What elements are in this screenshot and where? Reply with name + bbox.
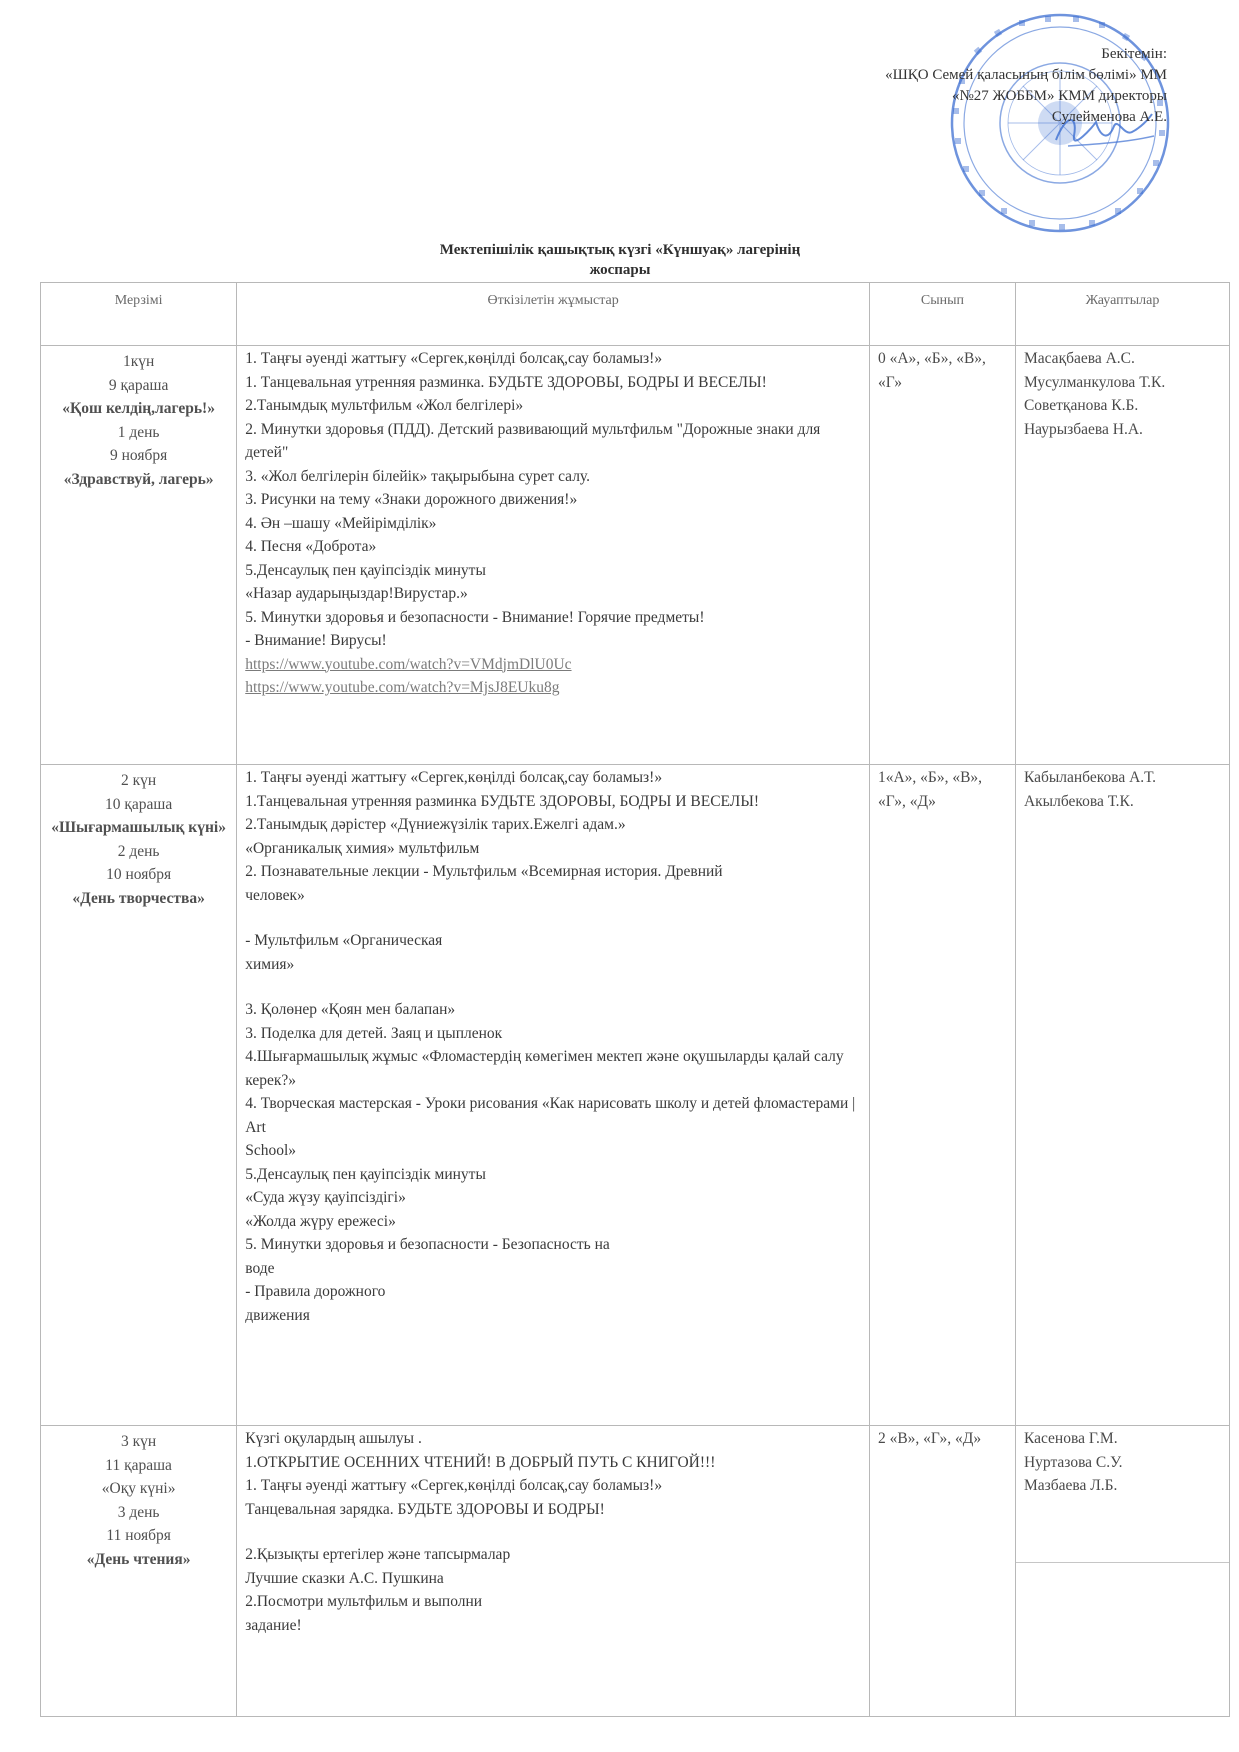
activity-line: 2.Посмотри мультфильм и выполни	[245, 1593, 483, 1610]
activity-line: 3. Қолөнер «Қоян мен балапан»	[245, 1001, 456, 1018]
activity-line: Танцевальная зарядка. БУДЬТЕ ЗДОРОВЫ И БОДРЫ!	[245, 1500, 605, 1518]
activity-line: 2. Минутки здоровья (ПДД). Детский развивающий мультфильм "Дорожные знаки для детей"	[245, 420, 821, 461]
activity-line: Лучшие сказки А.С. Пушкина	[245, 1569, 444, 1587]
activity-line: - Внимание! Вирусы!	[245, 632, 387, 649]
day-kz: 2 күн	[121, 772, 157, 789]
table-row	[41, 765, 1230, 1426]
activity-line: 1. Таңғы әуенді жаттығу «Сергек,көңілді болсақ,сау боламыз!»	[245, 350, 663, 367]
activity-line: 3. Рисунки на тему «Знаки дорожного движения!»	[245, 491, 578, 508]
activity-line: 5. Минутки здоровья и безопасности - Внимание! Горячие предметы!	[245, 608, 705, 626]
activity-line: «Назар аударыңыздар!Вирустар.»	[245, 585, 468, 602]
plan-table	[40, 282, 1230, 1717]
date-kz: 11 қараша	[105, 1456, 172, 1474]
day-ru: 3 день	[117, 1503, 160, 1521]
activity-line: School»	[245, 1142, 297, 1159]
date-ru: 11 ноября	[106, 1527, 171, 1544]
header-responsible: Жауаптылар	[1015, 283, 1229, 346]
title-line-1: Мектепішілік қашықтық күзгі «Күншуақ» лагерінің	[439, 242, 801, 258]
activity-line: 4. Творческая мастерская - Уроки рисования «Как нарисовать школу и детей фломастерами | Art	[245, 1095, 856, 1136]
activities-cell	[237, 346, 870, 765]
activity-line: - Мультфильм «Органическая	[245, 932, 443, 949]
date-cell	[41, 1426, 237, 1717]
table-row	[41, 1426, 1230, 1717]
day-name-ru: «День творчества»	[72, 889, 205, 907]
responsible-person: Мазбаева Л.Б.	[1023, 1477, 1118, 1494]
date-cell	[41, 346, 237, 765]
approval-heading: Бекітемін:	[1101, 46, 1167, 62]
activity-line: 3. «Жол белгілерін білейік» тақырыбына сурет салу.	[245, 467, 591, 485]
activity-line: «Жолда жүру ережесі»	[245, 1212, 396, 1230]
responsible-person: Наурызбаева Н.А.	[1023, 420, 1143, 438]
activity-line: - Правила дорожного	[245, 1283, 386, 1300]
activities-cell	[237, 1426, 870, 1717]
class-cell: 1«А», «Б», «В», «Г», «Д»	[869, 765, 1015, 1426]
responsible-person: Мусулманкулова Т.К.	[1023, 373, 1166, 391]
activity-line: 3. Поделка для детей. Заяц и цыпленок	[245, 1024, 503, 1042]
day-ru: 1 день	[117, 423, 160, 441]
responsible-person: Касенова Г.М.	[1023, 1430, 1118, 1447]
activity-line: «Суда жүзу қауіпсіздігі»	[245, 1189, 406, 1206]
activity-line: воде	[245, 1259, 275, 1277]
activity-line: 1.ОТКРЫТИЕ ОСЕННИХ ЧТЕНИЙ! В ДОБРЫЙ ПУТЬ С КНИГОЙ!!!	[245, 1453, 716, 1471]
activity-line: задание!	[245, 1616, 302, 1634]
date-kz: 10 қараша	[105, 795, 173, 813]
responsible-cell	[1015, 1426, 1229, 1717]
activity-line: 4. Песня «Доброта»	[245, 538, 377, 555]
spacer	[245, 907, 861, 929]
activity-line: 5.Денсаулық пен қауіпсіздік минуты	[245, 1165, 486, 1183]
date-ru: 9 ноября	[109, 447, 168, 464]
activity-line: 4.Шығармашылық жұмыс «Фломастердің көмегімен мектеп және оқушыларды қалай салу керек?»	[245, 1048, 844, 1089]
activity-line: 4. Ән –шашу «Мейірімділік»	[245, 514, 437, 532]
day-name-kz: «Оқу күні»	[101, 1480, 176, 1497]
activity-line: 1. Танцевальная утренняя разминка. БУДЬТЕ ЗДОРОВЫ, БОДРЫ И ВЕСЕЛЫ!	[245, 373, 767, 391]
day-name-ru: «Здравствуй, лагерь»	[63, 470, 214, 488]
activity-line: движения	[245, 1306, 310, 1324]
activity-line: 2.Танымдық мультфильм «Жол белгілері»	[245, 397, 524, 414]
day-name-kz: «Қош келдің,лагерь!»	[62, 400, 215, 417]
activity-line: «Органикалық химия» мультфильм	[245, 839, 480, 857]
activity-line: 2.Танымдық дәрістер «Дүниежүзілік тарих.Ежелгі адам.»	[245, 816, 626, 833]
activity-line: 2. Познавательные лекции - Мультфильм «Всемирная история. Древний	[245, 863, 723, 880]
class-cell: 0 «А», «Б», «В», «Г»	[869, 346, 1015, 765]
activity-line: 1.Танцевальная утренняя разминка БУДЬТЕ ЗДОРОВЫ, БОДРЫ И ВЕСЕЛЫ!	[245, 792, 759, 810]
day-name-kz: «Шығармашылық күні»	[51, 819, 226, 836]
responsible-person: Кабыланбекова А.Т.	[1023, 769, 1156, 786]
activity-line: 5.Денсаулық пен қауіпсіздік минуты	[245, 561, 486, 579]
header-activities: Өткізілетін жұмыстар	[237, 283, 870, 346]
responsible-person: Нуртазова С.У.	[1023, 1453, 1123, 1471]
day-kz: 3 күн	[121, 1433, 157, 1450]
responsible-person: Масақбаева А.С.	[1023, 350, 1135, 367]
responsible-cell	[1015, 765, 1229, 1426]
title-line-2: жоспары	[589, 262, 651, 278]
table-header-row	[41, 283, 1230, 346]
document-title	[360, 240, 880, 280]
responsible-cell	[1015, 346, 1229, 765]
activity-line: 1. Таңғы әуенді жаттығу «Сергек,көңілді болсақ,сау боламыз!»	[245, 1477, 663, 1494]
video-link[interactable]: https://www.youtube.com/watch?v=MjsJ8EUku8g	[245, 679, 560, 696]
day-kz: 1күн	[122, 353, 155, 370]
spacer	[245, 1521, 861, 1543]
activity-line: 5. Минутки здоровья и безопасности - Безопасность на	[245, 1236, 610, 1253]
activity-line: 2.Қызықты ертегілер және тапсырмалар	[245, 1546, 511, 1563]
class-cell: 2 «В», «Г», «Д»	[869, 1426, 1015, 1717]
activity-line: химия»	[245, 955, 295, 973]
date-ru: 10 ноября	[106, 866, 172, 883]
table-row	[41, 346, 1230, 765]
day-ru: 2 день	[117, 842, 160, 860]
date-kz: 9 қараша	[108, 376, 169, 394]
approval-block	[607, 44, 1167, 128]
approval-department: «ШҚО Семей қаласының білім бөлімі» ММ	[885, 67, 1167, 83]
activity-line: Күзгі оқулардың ашылуы .	[245, 1430, 422, 1447]
activity-line: 1. Таңғы әуенді жаттығу «Сергек,көңілді болсақ,сау боламыз!»	[245, 769, 663, 786]
responsible-person: Акылбекова Т.К.	[1023, 792, 1134, 810]
approval-director: Сулейменова А.Е.	[1051, 109, 1167, 125]
day-name-ru: «День чтения»	[86, 1550, 191, 1568]
spacer	[245, 976, 861, 998]
cell-divider	[1016, 1562, 1229, 1563]
activity-line: человек»	[245, 886, 305, 904]
header-class: Сынып	[869, 283, 1015, 346]
activities-cell	[237, 765, 870, 1426]
responsible-person: Советқанова К.Б.	[1023, 397, 1139, 414]
date-cell	[41, 765, 237, 1426]
video-link[interactable]: https://www.youtube.com/watch?v=VMdjmDlU0Uc	[245, 655, 572, 673]
approval-school: «№27 ЖОББМ» КММ директоры	[951, 88, 1167, 104]
header-date: Мерзімі	[41, 283, 237, 346]
